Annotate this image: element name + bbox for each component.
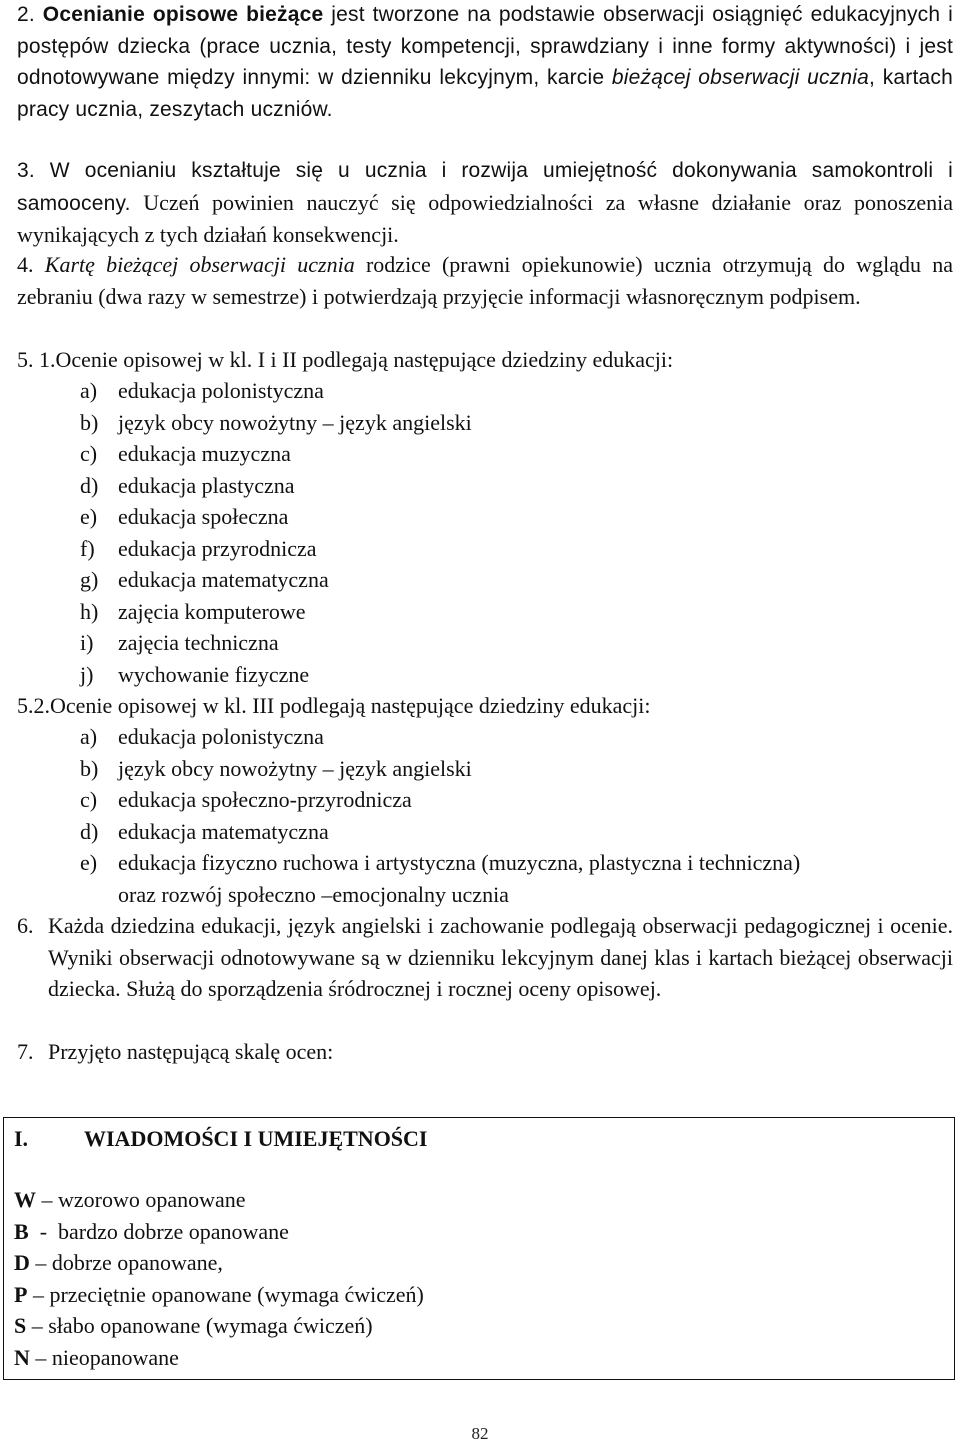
paragraph-number: 6. (17, 913, 34, 938)
paragraph-7 (17, 1036, 953, 1068)
scale-item: P – przeciętnie opanowane (wymaga ćwiczeń) (14, 1281, 424, 1307)
section-5-1-list (80, 375, 940, 690)
section-5-1-heading: 5. 1.Ocenie opisowej w kl. I i II podlegają następujące dziedziny edukacji: (17, 347, 674, 372)
italic-term: bieżącej obserwacji ucznia (611, 66, 870, 89)
scale-item: N – nieopanowane (14, 1344, 179, 1370)
scale-item: B - bardzo dobrze opanowane (14, 1218, 289, 1244)
paragraph-6 (17, 910, 953, 1005)
scale-item: W – wzorowo opanowane (14, 1187, 246, 1212)
list-item: c) edukacja społeczno-przyrodnicza (80, 787, 412, 812)
list-item: c) edukacja muzyczna (80, 441, 291, 466)
list-item: i) zajęcia techniczna (80, 630, 279, 655)
list-item: b) język obcy nowożytny – język angielski (80, 409, 472, 435)
list-item: d) edukacja matematyczna (80, 818, 329, 844)
list-item: b) język obcy nowożytny – język angielski (80, 755, 472, 781)
paragraph-text: , kartach pracy ucznia, zeszytach uczniów. (17, 66, 953, 121)
italic-term: Kartę bieżącej obserwacji ucznia (44, 252, 355, 277)
paragraph-text: Uczeń powinien nauczyć się odpowiedzialności za własne działanie oraz ponoszenia wynikających z tych działań konsekwencji. (17, 189, 953, 247)
list-item: a) edukacja polonistyczna (80, 378, 324, 403)
paragraph-number: 7. (17, 1039, 34, 1064)
roman-numeral: I. (14, 1126, 29, 1151)
page-number: 82 (471, 1424, 489, 1443)
paragraph-text: W ocenianiu kształtuje się u ucznia i rozwija umiejętność dokonywania samokontroli i samooceny. (17, 159, 953, 215)
scale-item: D – dobrze opanowane, (14, 1250, 223, 1275)
list-item: g) edukacja matematyczna (80, 567, 329, 592)
grading-scale-list (14, 1184, 424, 1373)
section-5-2-list (80, 721, 940, 910)
paragraph-text: Każda dziedzina edukacji, język angielski i zachowanie podlegają obserwacji pedagogicznej i ocenie. Wyniki obserwacji odnotowywane są w dzienniku lekcyjnym danej klas i kartach bieżącej obserwacji dziecka. Służą do sporządzenia śródrocznej i rocznej oceny opisowej. (48, 913, 953, 1001)
grading-scale-box (3, 1117, 955, 1380)
section-5-2-heading: 5.2.Ocenie opisowej w kl. III podlegają następujące dziedziny edukacji: (17, 693, 651, 718)
paragraph-2 (17, 0, 953, 125)
paragraph-number: 2. (17, 3, 35, 26)
paragraph-3 (17, 154, 953, 251)
list-item: f) edukacja przyrodnicza (80, 535, 317, 561)
list-item: j) wychowanie fizyczne (80, 661, 310, 687)
paragraph-4 (17, 249, 953, 312)
scale-title-text: WIADOMOŚCI I UMIEJĘTNOŚCI (84, 1126, 428, 1151)
list-item: e) edukacja fizyczno ruchowa i artystyczna (muzyczna, plastyczna i techniczna) oraz rozwój społeczno –emocjonalny ucznia (80, 850, 801, 907)
scale-item: S – słabo opanowane (wymaga ćwiczeń) (14, 1313, 373, 1338)
list-item: d) edukacja plastyczna (80, 472, 295, 498)
bold-term: Ocenianie opisowe bieżące (42, 3, 324, 26)
scale-title (14, 1123, 428, 1155)
paragraph-number: 3. (17, 159, 35, 182)
list-item: a) edukacja polonistyczna (80, 724, 324, 749)
paragraph-number: 4. (17, 252, 34, 277)
paragraph-text: Przyjęto następującą skalę ocen: (48, 1039, 334, 1064)
paragraph-text: jest tworzone na podstawie obserwacji osiągnięć edukacyjnych i postępów dziecka (prace ucznia, testy kompetencji, sprawdziany i inne formy aktywności) i jest odnotowywane między innymi: w dzienniku lekcyjnym, karcie (17, 3, 953, 89)
list-item: e) edukacja społeczna (80, 504, 289, 529)
list-item: h) zajęcia komputerowe (80, 598, 306, 624)
paragraph-text: rodzice (prawni opiekunowie) ucznia otrzymują do wglądu na zebraniu (dwa razy w semestrze) i potwierdzają przyjęcie informacji własnoręcznym podpisem. (17, 252, 954, 309)
